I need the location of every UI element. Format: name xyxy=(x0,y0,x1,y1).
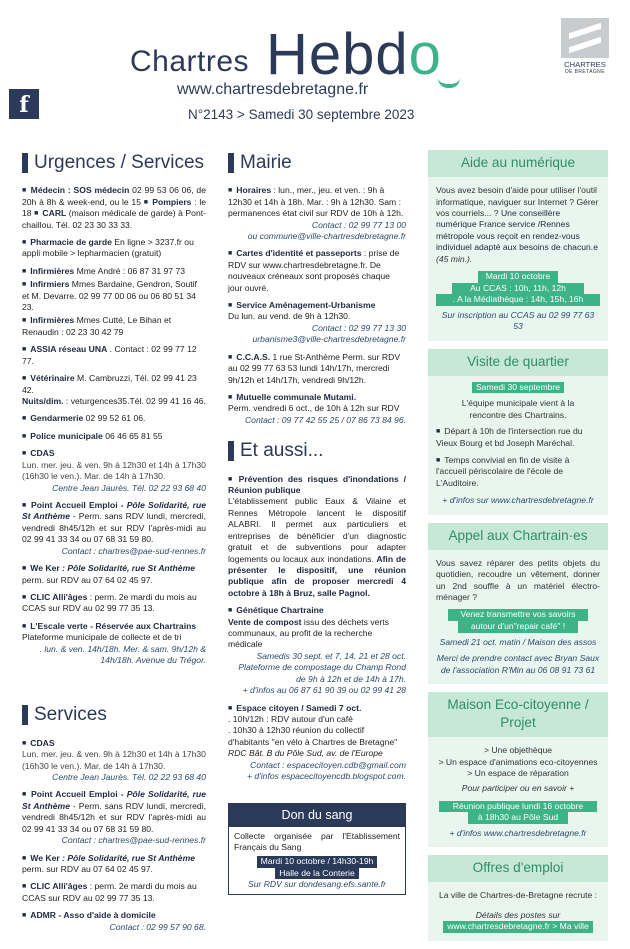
heading-text: Urgences / Services xyxy=(34,152,205,173)
don-rdv[interactable]: Sur RDV sur dondesang.efs.sante.fr xyxy=(247,879,387,890)
box-title: Offres d'emploi xyxy=(428,855,608,882)
box-title: Aide au numérique xyxy=(428,150,608,177)
entry-amenagement: ■ Service Aménagement-Urbanisme Du lun. au vend. de 9h à 12h30. Contact : 02 99 77 13 30 urbanisme3@ville-chartresdebretagne.fr xyxy=(228,300,406,346)
entry-pae-2: ■ Point Accueil Emploi - Pôle Solidarité, rue St Anthème - Perm. sans RDV lundi, mercredi, vendredi 8h45/12h et sur RDV l'après-midi au 02 99 41 33 34 ou 07 68 31 59 80. Contact : chartres@pae-sud-rennes.fr xyxy=(22,789,206,846)
masthead xyxy=(0,0,630,140)
town-logo xyxy=(556,18,614,84)
site-url[interactable]: www.chartresdebretagne.fr xyxy=(177,81,369,98)
heading-text: Et aussi... xyxy=(240,440,324,462)
issue-line: N°2143 > Samedi 30 septembre 2023 xyxy=(188,107,415,122)
box-body: > Une objethèque > Un espace d'animations eco-citoyennes > Un espace de réparation Pour participer ou en savoir + Réunion publique lundi 16 octobre à 18h30 au Pôle Sud + d'infos www.chartresdebretagne.fr xyxy=(438,745,598,838)
section-heading-aussi xyxy=(228,438,406,463)
heading-bar xyxy=(22,705,28,725)
box-body: Vous savez réparer des petits objets du quotidien, recoudre un vêtement, donner un 2nd souffle à un matériel électro-ménager ? Venez transmettre vos savoirs autour d'un"repair café" ! Samedi 21 oct. matin / Maison des assos Merci de prendre contact avec Bryan Saux de l'association R'Min au 06 08 91 73 61 xyxy=(436,557,600,675)
entry-genetique: ■ Génétique Chartraine Vente de compost issu des déchets verts communaux, au profit de la recherche médicale Samedis 30 sept. et 7, 14, 21 et 28 oct. Plateforme de compostage du Champ Rond de 9h à 12h et de 14h à 17h. + d'infos au 06 87 61 90 39 ou 02 99 41 28 xyxy=(228,605,406,696)
entry-infirmiere: ■ Infirmières Mme André : 06 87 31 97 73 xyxy=(22,266,206,277)
entry-pharmacie: ■ Pharmacie de garde En ligne > 3237.fr ou appli mobile > lepharmacien (gratuit) xyxy=(22,237,206,260)
masthead-hebdo-o: o xyxy=(408,22,442,87)
don-place: Halle de la Conterie xyxy=(275,868,358,879)
entry-admr: ■ ADMR - Asso d'aide à domicile Contact : 02 99 57 90 68. xyxy=(22,910,206,933)
masthead-hebdo-text: Hebd xyxy=(266,22,409,87)
entry-cartes: ■ Cartes d'identité et passeports : prise de RDV sur www.chartresdebretagne.fr. De nouveaux créneaux sont proposés chaque jour ouvré. xyxy=(228,248,406,294)
entry-police: ■ Police municipale 06 46 65 81 55 xyxy=(22,431,206,442)
heading-text: Mairie xyxy=(240,152,292,173)
entry-medecin: ■ Médecin : SOS médecin 02 99 53 06 06, de 20h à 8h & week-end, ou le 15 ■ Pompiers : le 18 ■ CARL (maison médicale de garde) à Pont-chaillou. Tél. 02 23 30 33 33. xyxy=(22,185,206,231)
box-body: Samedi 30 septembre L'équipe municipale vient à la rencontre des Chartrains. ■ Départ à 10h de l'intersection rue du Vieux Bourg et bd Joseph Maréchal. ■ Temps convivial en fin de visite à l'accueil périscolaire de l'école de L'Auditoire. + d'infos sur www.chartresdebretagne.fr xyxy=(428,376,608,507)
aide-inscription: Sur inscription au CCAS au 02 99 77 63 53 xyxy=(441,309,595,332)
entry-clic-2: ■ CLIC Alli'âges : perm. 2e mardi du mois au CCAS sur RDV au 02 99 77 35 13. xyxy=(22,881,206,904)
logo-subtext: DE BRETAGNE xyxy=(565,68,605,75)
don-du-sang xyxy=(228,803,406,895)
heading-bar xyxy=(228,153,234,173)
entry-cdas-2: ■ CDAS Lun. mer. jeu. & ven. 9h à 12h30 et 14h à 17h30 (16h30 le ven.). Mar. de 14h à 17h30. Centre Jean Jaurès. Tél. 02 22 93 68 40 xyxy=(22,738,206,784)
heading-bar xyxy=(22,153,28,173)
box-title: Appel aux Chartrain·es xyxy=(428,523,608,550)
entry-gendarmerie: ■ Gendarmerie 02 99 52 61 06. xyxy=(22,413,206,424)
section-heading-services xyxy=(22,702,206,727)
entry-espace: ■ Espace citoyen / Samedi 7 oct. . 10h/12h : RDV autour d'un café . 10h30 à 12h30 réunion du collectif d'habitants "en vélo à Chartres de Bretagne" RDC Bât. B du Pôle Sud, av. de l'Europe Contact : espacecitoyen.cdb@gmail.com + d'infos espacecitoyencdb.blogspot.com. xyxy=(228,703,406,783)
entry-infirmieres2: ■ Infirmières Mmes Cutté, Le Bihan et Renaudin : 02 23 30 42 79 xyxy=(22,315,206,338)
entry-clic: ■ CLIC Alli'âges : perm. 2e mardi du mois au CCAS sur RDV au 02 99 77 35 13. xyxy=(22,592,206,615)
don-du-sang-frame xyxy=(228,803,406,895)
entry-weker: ■ We Ker : Pôle Solidarité, rue St Anthème perm. sur RDV au 07 64 02 45 97. xyxy=(22,563,206,586)
entry-mutuelle: ■ Mutuelle communale Mutami. Perm. vendredi 6 oct., de 10h à 12h sur RDV Contact : 09 77 42 55 25 / 07 86 73 84 96. xyxy=(228,392,406,426)
don-title: Don du sang xyxy=(229,804,405,827)
column-mairie xyxy=(228,150,406,789)
column-urgences xyxy=(22,150,206,939)
box-body: Vous avez besoin d'aide pour utiliser l'outil informatique, naviguer sur Internet ? Gérer vos courriels... ? Une conseillère numérique France service /Rennes métropole vous reçoit en rendez-vous individuel adapté aux besoins de chacun.e (45 min.). Mardi 10 octobre Au CCAS : 10h, 11h, 12h . A la Médiathèque : 14h, 15h, 16h Sur inscription au CCAS au 02 99 77 63 53 xyxy=(436,185,599,332)
box-emploi xyxy=(428,855,608,941)
entry-ccas: ■ C.C.A.S. 1 rue St-Anthème Perm. sur RDV au 02 99 77 63 53 lundi 14h/17h, mercredi 9h/12h et 14h/17h, vendredi 9h/12h. xyxy=(228,352,406,386)
entry-cdas: ■ CDAS Lun. mer. jeu. & ven. 9h à 12h30 et 14h à 17h30 (16h30 le ven.). Mar. de 14h à 17h30. Centre Jean Jaurès. Tél. 02 22 93 68 40 xyxy=(22,448,206,494)
entry-pae: ■ Point Accueil Emploi - Pôle Solidarité, rue St Anthème - Perm. sans RDV lundi, mercredi, vendredi 8h45/12h et sur RDV l'après-midi au 02 99 41 33 34 ou 07 68 31 59 80. Contact : chartres@pae-sud-rennes.fr xyxy=(22,500,206,557)
logo-mark-icon xyxy=(561,18,609,58)
don-date: Mardi 10 octobre / 14h30-19h xyxy=(257,856,378,867)
section-heading-urgences xyxy=(22,150,206,175)
entry-assia: ■ ASSIA réseau UNA . Contact : 02 99 77 12 77. xyxy=(22,344,206,367)
emploi-link[interactable]: www.chartresdebretagne.fr > Ma ville xyxy=(443,921,593,933)
logo-text: CHARTRES xyxy=(564,60,606,69)
facebook-icon[interactable]: f xyxy=(9,89,39,119)
box-title: Maison Eco-citoyenne / Projet xyxy=(428,692,608,737)
entry-inondations: ■ Prévention des risques d'inondations / Réunion publique L'établissement public Eaux & Vilaine et Rennes Métropole lancent le dispositif ALABRI. Il permet aux particuliers et entreprises de bénéficier d'un diagnostic gratuit et de subventions pour adapter logements ou locaux aux inondations. Afin de présenter le dispositif, une réunion publique afin de proposer mercredi 4 octobre à 18h à Bruz, salle Pagnol. xyxy=(228,474,406,600)
box-title: Visite de quartier xyxy=(428,349,608,376)
heading-text: Services xyxy=(34,704,107,726)
don-highlight xyxy=(229,856,405,879)
entry-escale: ■ L'Escale verte - Réservée aux Chartrains Plateforme municipale de collecte et de tri . lun. & ven. 14h/18h. Mer. & sam. 9h/12h & 14h/18h. Avenue du Trégor. xyxy=(22,621,206,667)
aide-highlight: Mardi 10 octobre Au CCAS : 10h, 11h, 12h . A la Médiathèque : 14h, 15h, 16h xyxy=(436,271,600,306)
heading-bar xyxy=(228,441,234,461)
entry-veterinaire: ■ Vétérinaire M. Cambruzzi, Tél. 02 99 41 23 42. Nuits/dim. : veturgences35.Tél. 02 99 41 16 46. xyxy=(22,373,206,407)
box-appel xyxy=(428,523,608,684)
entry-horaires: ■ Horaires : lun., mer., jeu. et ven. : 9h à 12h30 et 14h à 18h. Mar. : 9h à 12h30. Sam : permanences état civil sur RDV de 10h à 12h. Contact : 02 99 77 13 00 ou commune@ville-chartresdebretagne.fr xyxy=(228,185,406,242)
masthead-chartres: Chartres xyxy=(130,45,250,78)
box-aide-numerique xyxy=(428,150,608,341)
entry-weker-2: ■ We Ker : Pôle Solidarité, rue St Anthème perm. sur RDV au 07 64 02 45 97. xyxy=(22,853,206,876)
entry-infirmiers: ■ Infirmiers Mmes Bardaine, Gendron, Soutif et M. Devarre. 02 99 77 00 06 ou 06 80 51 34 23. xyxy=(22,279,206,313)
box-visite-quartier xyxy=(428,349,608,515)
box-maison-eco xyxy=(428,692,608,847)
section-heading-mairie xyxy=(228,150,406,175)
column-boxes xyxy=(428,150,608,949)
don-text: Collecte organisée par l'Etablissement Français du Sang xyxy=(234,830,400,853)
box-body: La ville de Chartres-de-Bretagne recrute : Détails des postes sur www.chartresdebretagne.fr > Ma ville xyxy=(438,890,598,932)
